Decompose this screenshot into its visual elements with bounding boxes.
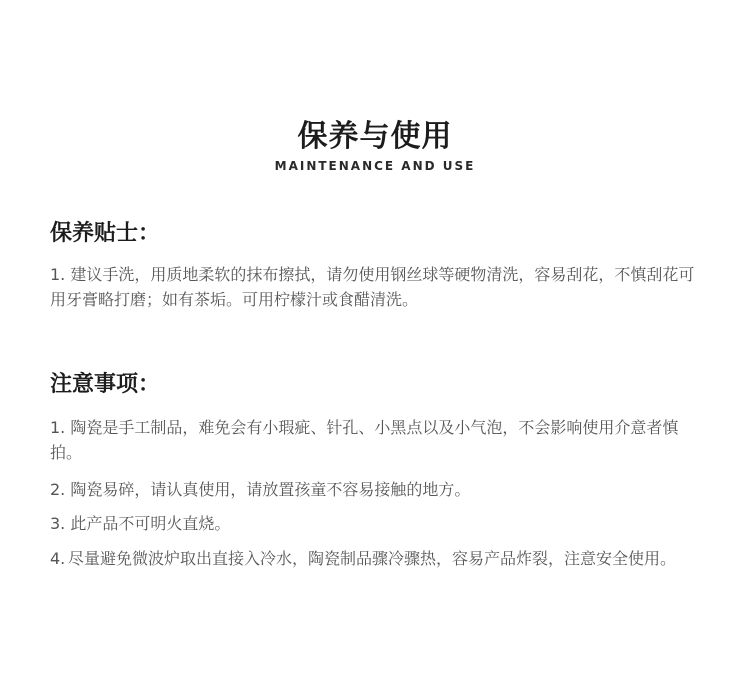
note-item: 3. 此产品不可明火直烧。 [50,514,231,533]
notes-heading: 注意事项： [50,372,161,397]
page-title: 保养与使用 [297,119,453,154]
page-subtitle: MAINTENANCE AND USE [274,159,476,173]
note-text: 尽量避免微波炉取出直接入冷水，陶瓷制品骤冷骤热，容易产品炸裂，注意安全使用。 [68,549,677,568]
note-item: 1. 陶瓷是手工制品，难免会有小瑕疵、针孔、小黑点以及小气泡，不会影响使用介意者慎拍。 [50,418,679,462]
note-number: 4. [50,549,66,568]
note-item: 2. 陶瓷易碎，请认真使用，请放置孩童不容易接触的地方。 [50,480,471,499]
care-tips-heading: 保养贴士： [50,221,161,246]
note-item [50,546,700,571]
care-tip-item: 1. 建议手洗，用质地柔软的抹布擦拭，请勿使用钢丝球等硬物清洗，容易刮花，不慎刮花可用牙膏略打磨；如有茶垢。可用柠檬汁或食醋清洗。 [50,265,695,309]
